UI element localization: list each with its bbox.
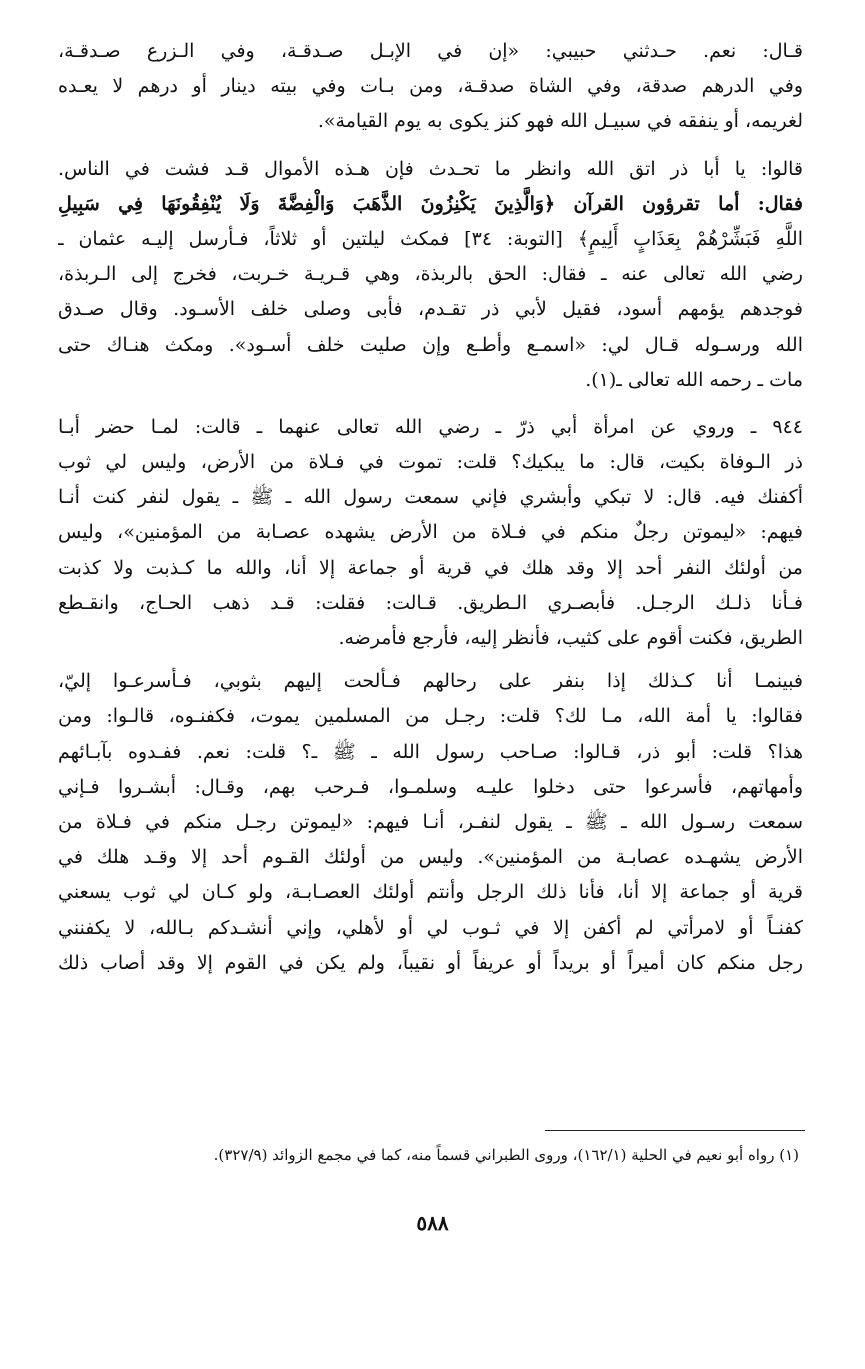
text-line: الله ورسـوله قـال لي: «اسمـع وأطـع وإن صليت خلف أسـود». ومكث هنـاك حتى [58,333,803,356]
text-line: وفي الدرهم صدقة، وفي الشاة صدقـة، ومن بـات وفي بيته دينار أو درهم لا يعـده [58,75,803,98]
text-line: الطريق، فكنت أقوم على كثيب، فأنظر إليه، فأرجع فأمرضه. [338,627,803,649]
paragraph-gap [58,656,803,664]
hadith-number-line: ٩٤٤ ـ وروي عن امرأة أبي ذرّ ـ رضي الله تعالى عنهما ـ قالت: لمـا حضر أبـا [58,415,803,438]
text-line: ذر الـوفاة بكيت، قال: ما يبكيك؟ قلت: تموت في فـلاة من الأرض، وليس لي ثوب [58,451,803,474]
text-line: قالوا: يا أبا ذر اتق الله وانظر ما تحـدث فإن هـذه الأموال قـد فشت في الناس. [58,157,803,180]
quran-verse-line: فقال: أما تقرؤون القرآن ﴿وَالَّذِينَ يَكْنِزُونَ الذَّهَبَ وَالْفِضَّةَ وَلَا يُنْفِقُونَهَا فِي سَبِيلِ [58,192,803,215]
text-line: فبينمـا أنا كـذلك إذا بنفر على رحالهم فـألحت إليهم بثوبي، فـأسرعـوا إليّ، [58,670,803,693]
paragraph-gap [58,398,803,410]
text-line: أكفنك فيه. قال: لا تبكي وأبشري فإني سمعت رسول الله ـ ﷺ ـ يقول لنفر كنت أنـا [58,486,803,509]
text-line: هذا؟ قلت: أبو ذر، قـالوا: صـاحب رسول الله ـ ﷺ ـ؟ قلت: نعم. ففـدوه بآبـائهم [58,740,803,763]
footnote: (١) رواه أبو نعيم في الحلية (١٦٢/١)، وروى الطبراني قسماً منه، كما في مجمع الزوائد (٣٢٧/٩). [213,1146,799,1164]
text-line: قـال: نعم. حـدثني حبيبي: «إن في الإبـل صـدقـة، وفي الـزرع صـدقـة، [58,40,803,62]
page-number: ٥٨٨ [416,1211,449,1235]
text-line: فوجدهم يؤمهم أسود، فقيل لأبي ذر تقـدم، فأبى وصلى خلف الأسـود. وقال صـدق [58,298,803,321]
body-text [58,34,803,981]
text-line: مات ـ رحمه الله تعالى ـ(١). [585,368,803,391]
text-line: وأمهاتهم، فأسرعوا حتى دخلوا عليـه وسلمـوا، فـرحب بهم، وقـال: أبشـروا فـإني [58,775,803,798]
footnote-divider [545,1130,805,1131]
text-line: سمعت رسـول الله ـ ﷺ ـ يقول لنفـر، أنـا فيهم: «ليموتن رجـل منكم في فـلاة من [58,810,803,833]
text-line: لغريمه، أو ينفقه في سبيـل الله فهو كنز يكوى به يوم القيامة». [317,110,803,133]
text-line: رجل منكم كان أميراً أو بريداً أو عريفاً أو نقيباً، ولم يكن في القوم إلا وقد أصاب ذلك [58,951,803,974]
text-line: فيهم: «ليموتن رجلٌ منكم في فـلاة من الأرض يشهده عصـابة من المؤمنين»، وليس [58,521,803,544]
quran-verse-line: اللَّهِ فَبَشِّرْهُمْ بِعَذَابٍ أَلِيمٍ﴾ [التوبة: ٣٤] فمكث ليلتين أو ثلاثاً، فـأرسل إليـه عثمان ـ [58,227,803,250]
text-line: الأرض يشهـده عصابـة من المؤمنين». وليس من أولئك القـوم أحد إلا وقـد هلك في [58,846,803,869]
text-line: كفنـاً أو لامرأتي لم أكفن إلا في ثـوب لي أو لأهلي، وإني أنشـدكم بـالله، لا يكفنني [58,916,803,939]
text-line: قرية أو جماعة إلا أنا، فأنا ذلك الرجل وأنتم أولئك العصـابـة، ولو كـان لي ثوب يسعني [58,881,803,904]
text-line: من أولئك النفر أحد إلا وقد هلك في قرية أو جماعة إلا أنا، والله ما كـذبت ولا كذبت [58,556,803,579]
text-line: رضي الله تعالى عنه ـ فقال: الحق بالربذة، وهي قـريـة خـربت، فخرج إلى الـربذة، [58,263,803,286]
paragraph-gap [58,140,803,152]
text-line: فـأنا ذلـك الرجـل. فأبصـري الـطريق. قـالت: فقلت: قـد ذهب الحـاج، وانقـطع [58,591,803,614]
text-line: فقالوا: يا أمة الله، مـا لك؟ قلت: رجـل من المسلمين يموت، فكفنـوه، قالـوا: ومن [58,705,803,728]
